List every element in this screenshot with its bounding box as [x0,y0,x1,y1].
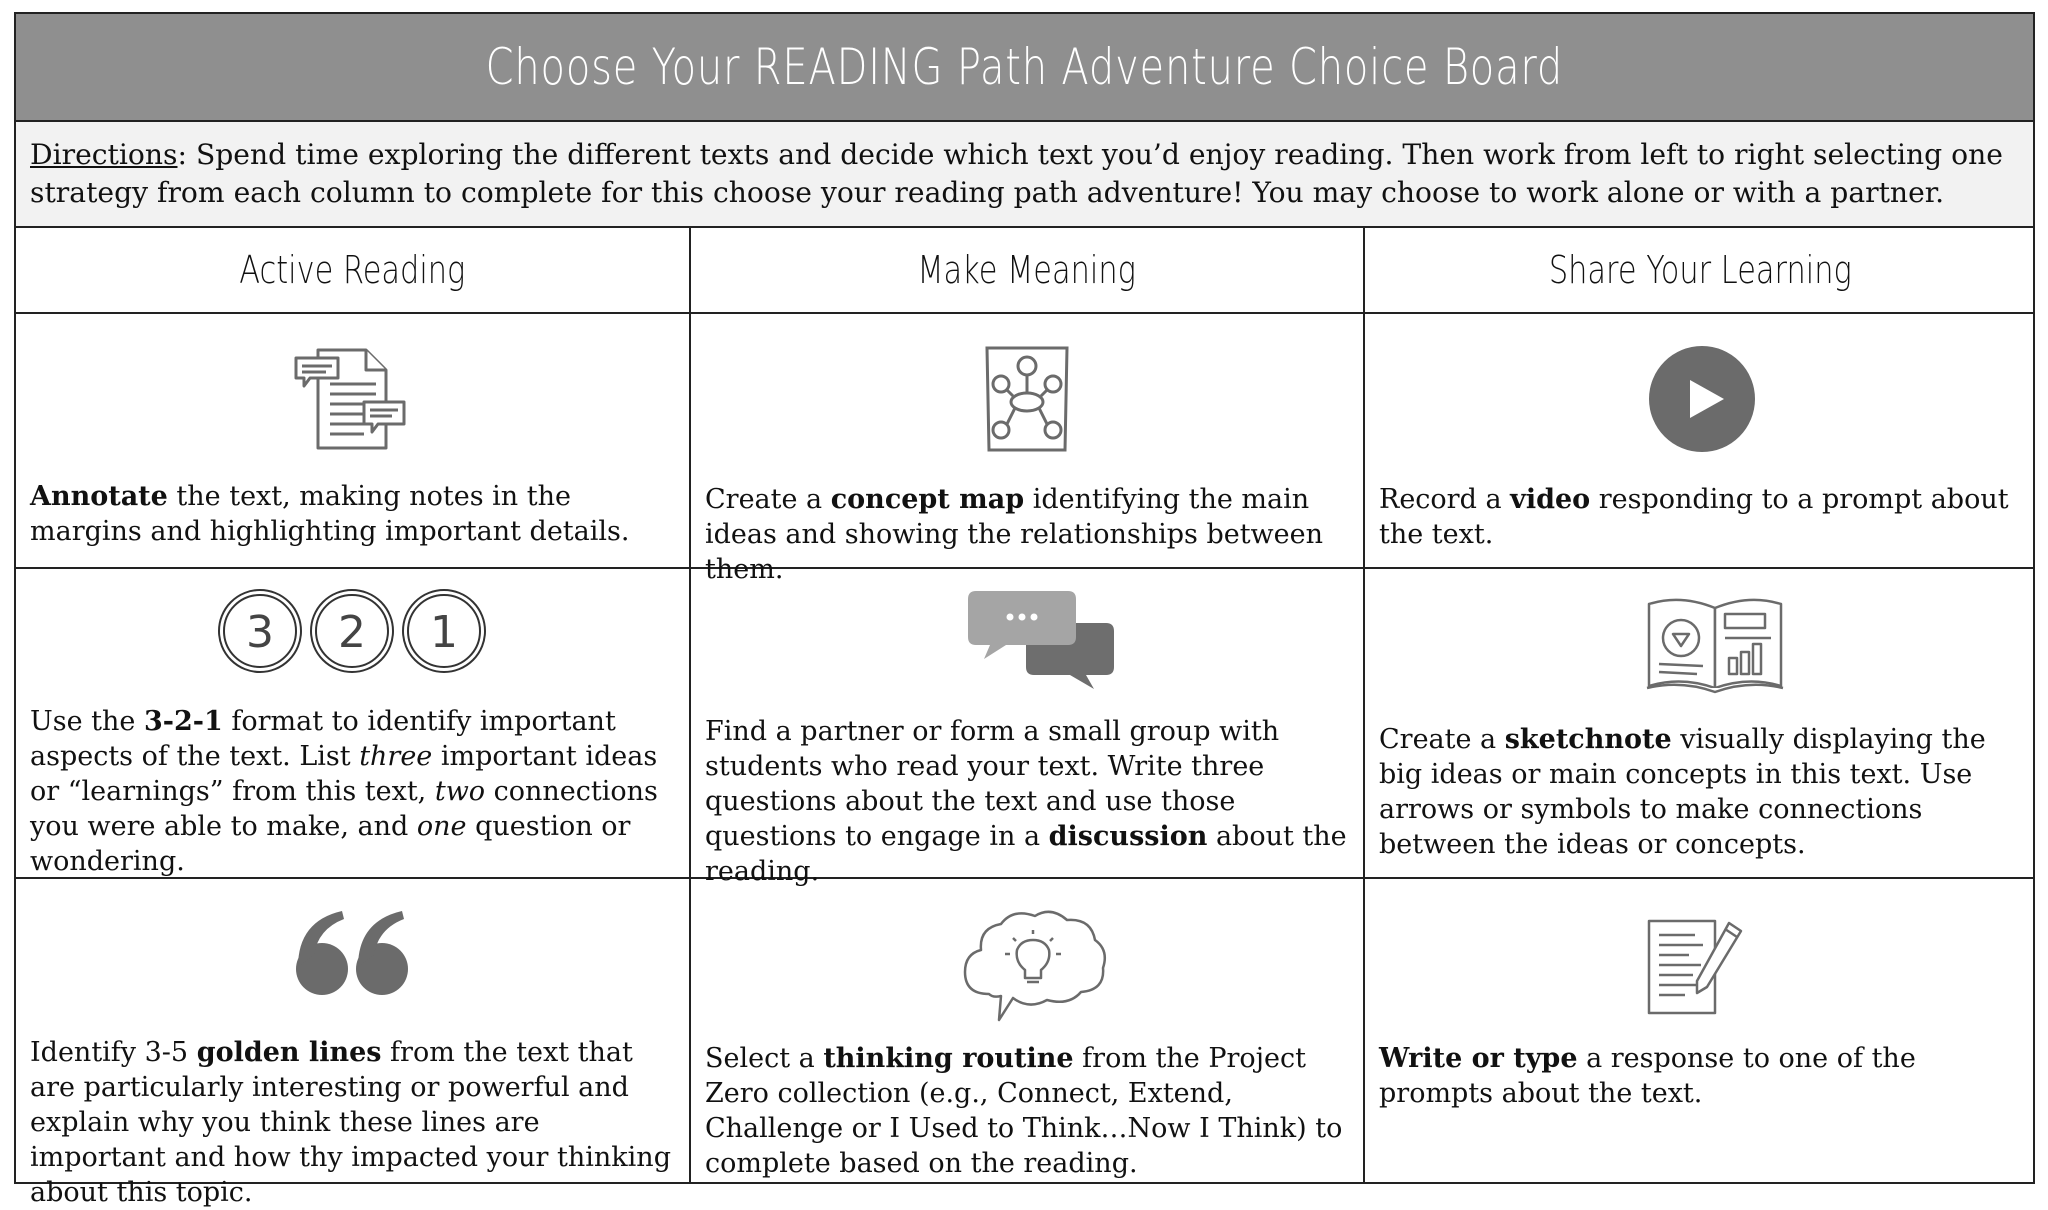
column-header-active-reading [16,228,689,314]
cell-concept-map [691,314,1363,585]
cell-description: Select a thinking routine from the Project Zero collection (e.g., Connect, Extend, Challenge or I Used to Think…Now I Think) to complete based on the reading. [705,1043,1343,1179]
directions-label: Directions [30,138,178,171]
column-header-make-meaning [691,228,1363,314]
chat-bubbles-icon [966,589,1116,696]
cell-description: Annotate the text, making notes in the margins and highlighting important details. [30,481,630,547]
column-header-label: Active Reading [239,248,466,292]
directions-text: : Spend time exploring the different texts and decide which text you’d enjoy reading. Then work from left to right selecting one strategy from each column to complete for this choose your reading path adventure! You may choose to work alone or with a partner. [30,138,2003,209]
cell-golden-lines [16,879,689,1208]
column-header-share-your-learning [1365,228,2035,314]
svg-text:3: 3 [246,607,274,658]
quote-icon [294,907,414,1004]
cell-description: Find a partner or form a small group with students who read your text. Write three questions about the text and use those questions to engage in a discussion about the reading. [705,716,1347,887]
cell-thinking-routine [691,879,1363,1184]
page-title: Choose Your READING Path Adventure Choice Board [485,38,1564,96]
cell-three-two-one [16,569,689,877]
svg-text:2: 2 [338,607,366,658]
play-icon [1648,345,1756,458]
three-two-one-icon [218,589,490,680]
cell-video [1365,314,2035,567]
cell-description: Identify 3-5 golden lines from the text that are particularly interesting or powerful and explain why you think these lines are important and how thy impacted your thinking about this topic. [30,1037,671,1208]
cell-description: Write or type a response to one of the prompts about the text. [1379,1043,1916,1109]
sketchbook-icon [1645,594,1785,699]
cell-sketchnote [1365,569,2035,877]
concept-map-icon [981,344,1073,459]
cell-write [1365,879,2035,1184]
cell-description: Use the 3-2-1 format to identify important aspects of the text. List three important ideas or “learnings” from this text, two connections you were able to make, and one question or wondering. [30,706,658,877]
document-pencil-icon [1645,917,1745,1022]
column-header-label: Share Your Learning [1548,248,1852,292]
cell-discussion [691,569,1363,887]
svg-text:1: 1 [430,607,458,658]
choice-board [14,12,2035,1208]
directions [16,122,2033,228]
column-header-label: Make Meaning [917,248,1137,292]
document-comments-icon [294,344,408,457]
cell-description: Create a sketchnote visually displaying the big ideas or main concepts in this text. Use arrows or symbols to make connections between the ideas or concepts. [1379,724,1986,860]
title-bar [16,14,2033,122]
cell-annotate [16,314,689,567]
cell-description: Record a video responding to a prompt about the text. [1379,484,2009,550]
cell-description: Create a concept map identifying the main ideas and showing the relationships between them. [705,484,1324,585]
lightbulb-cloud-icon [959,906,1109,1029]
